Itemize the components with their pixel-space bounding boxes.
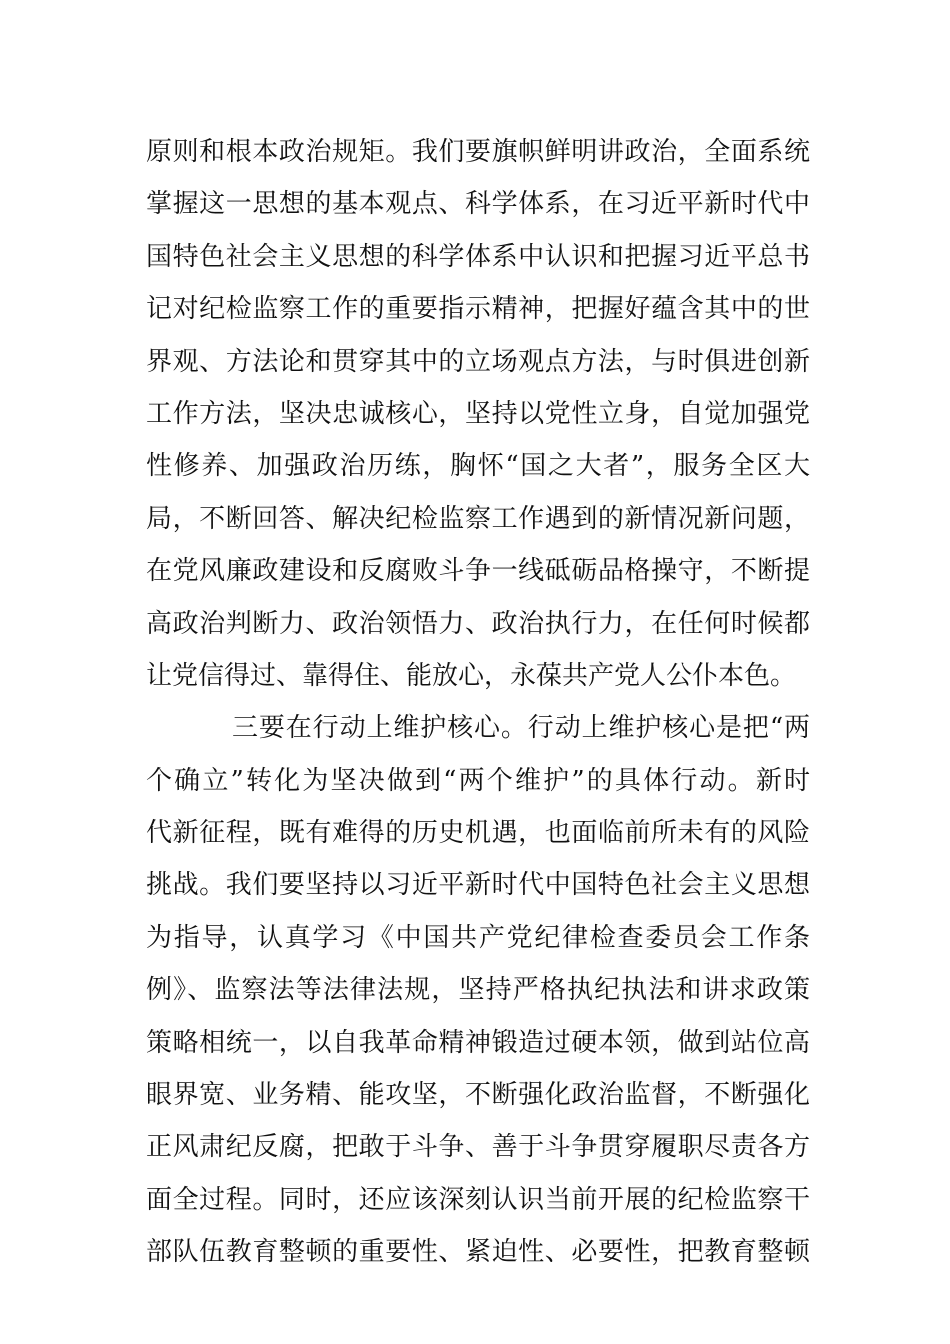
paragraph-first-line: 三要在行动上维护核心。行动上维护核心是把“两 — [232, 713, 810, 744]
text-line: 记对纪检监察工作的重要指示精神，把握好蕴含其中的世 — [146, 294, 810, 325]
text-line: 正风肃纪反腐，把敢于斗争、善于斗争贯穿履职尽责各方 — [146, 1132, 810, 1163]
text-line: 界观、方法论和贯穿其中的立场观点方法，与时俱进创新 — [146, 346, 810, 377]
text-line: 国特色社会主义思想的科学体系中认识和把握习近平总书 — [146, 241, 810, 272]
text-line: 策略相统一，以自我革命精神锻造过硬本领，做到站位高 — [146, 1027, 810, 1058]
text-line: 面全过程。同时，还应该深刻认识当前开展的纪检监察干 — [146, 1184, 810, 1215]
text-line: 部队伍教育整顿的重要性、紧迫性、必要性，把教育整顿 — [146, 1237, 810, 1268]
text-line: 在党风廉政建设和反腐败斗争一线砥砺品格操守，不断提 — [146, 556, 810, 587]
text-line: 个确立”转化为坚决做到“两个维护”的具体行动。新时 — [146, 765, 810, 796]
text-line: 挑战。我们要坚持以习近平新时代中国特色社会主义思想 — [146, 870, 810, 901]
text-line: 工作方法，坚决忠诚核心，坚持以党性立身，自觉加强党 — [146, 398, 810, 429]
text-line: 高政治判断力、政治领悟力、政治执行力，在任何时候都 — [146, 608, 810, 639]
text-line: 让党信得过、靠得住、能放心，永葆共产党人公仆本色。 — [146, 660, 797, 691]
text-line: 局，不断回答、解决纪检监察工作遇到的新情况新问题， — [146, 503, 810, 534]
text-line: 例》、监察法等法律法规，坚持严格执纪执法和讲求政策 — [146, 975, 810, 1006]
text-line: 眼界宽、业务精、能攻坚，不断强化政治监督，不断强化 — [146, 1080, 810, 1111]
text-line: 代新征程，既有难得的历史机遇，也面临前所未有的风险 — [146, 818, 810, 849]
text-line: 原则和根本政治规矩。我们要旗帜鲜明讲政治，全面系统 — [146, 137, 810, 167]
text-line: 为指导，认真学习《中国共产党纪律检查委员会工作条 — [146, 922, 810, 953]
text-line: 掌握这一思想的基本观点、科学体系，在习近平新时代中 — [146, 189, 810, 220]
text-line: 性修养、加强政治历练，胸怀“国之大者”，服务全区大 — [146, 451, 810, 482]
body-text — [146, 126, 810, 1279]
